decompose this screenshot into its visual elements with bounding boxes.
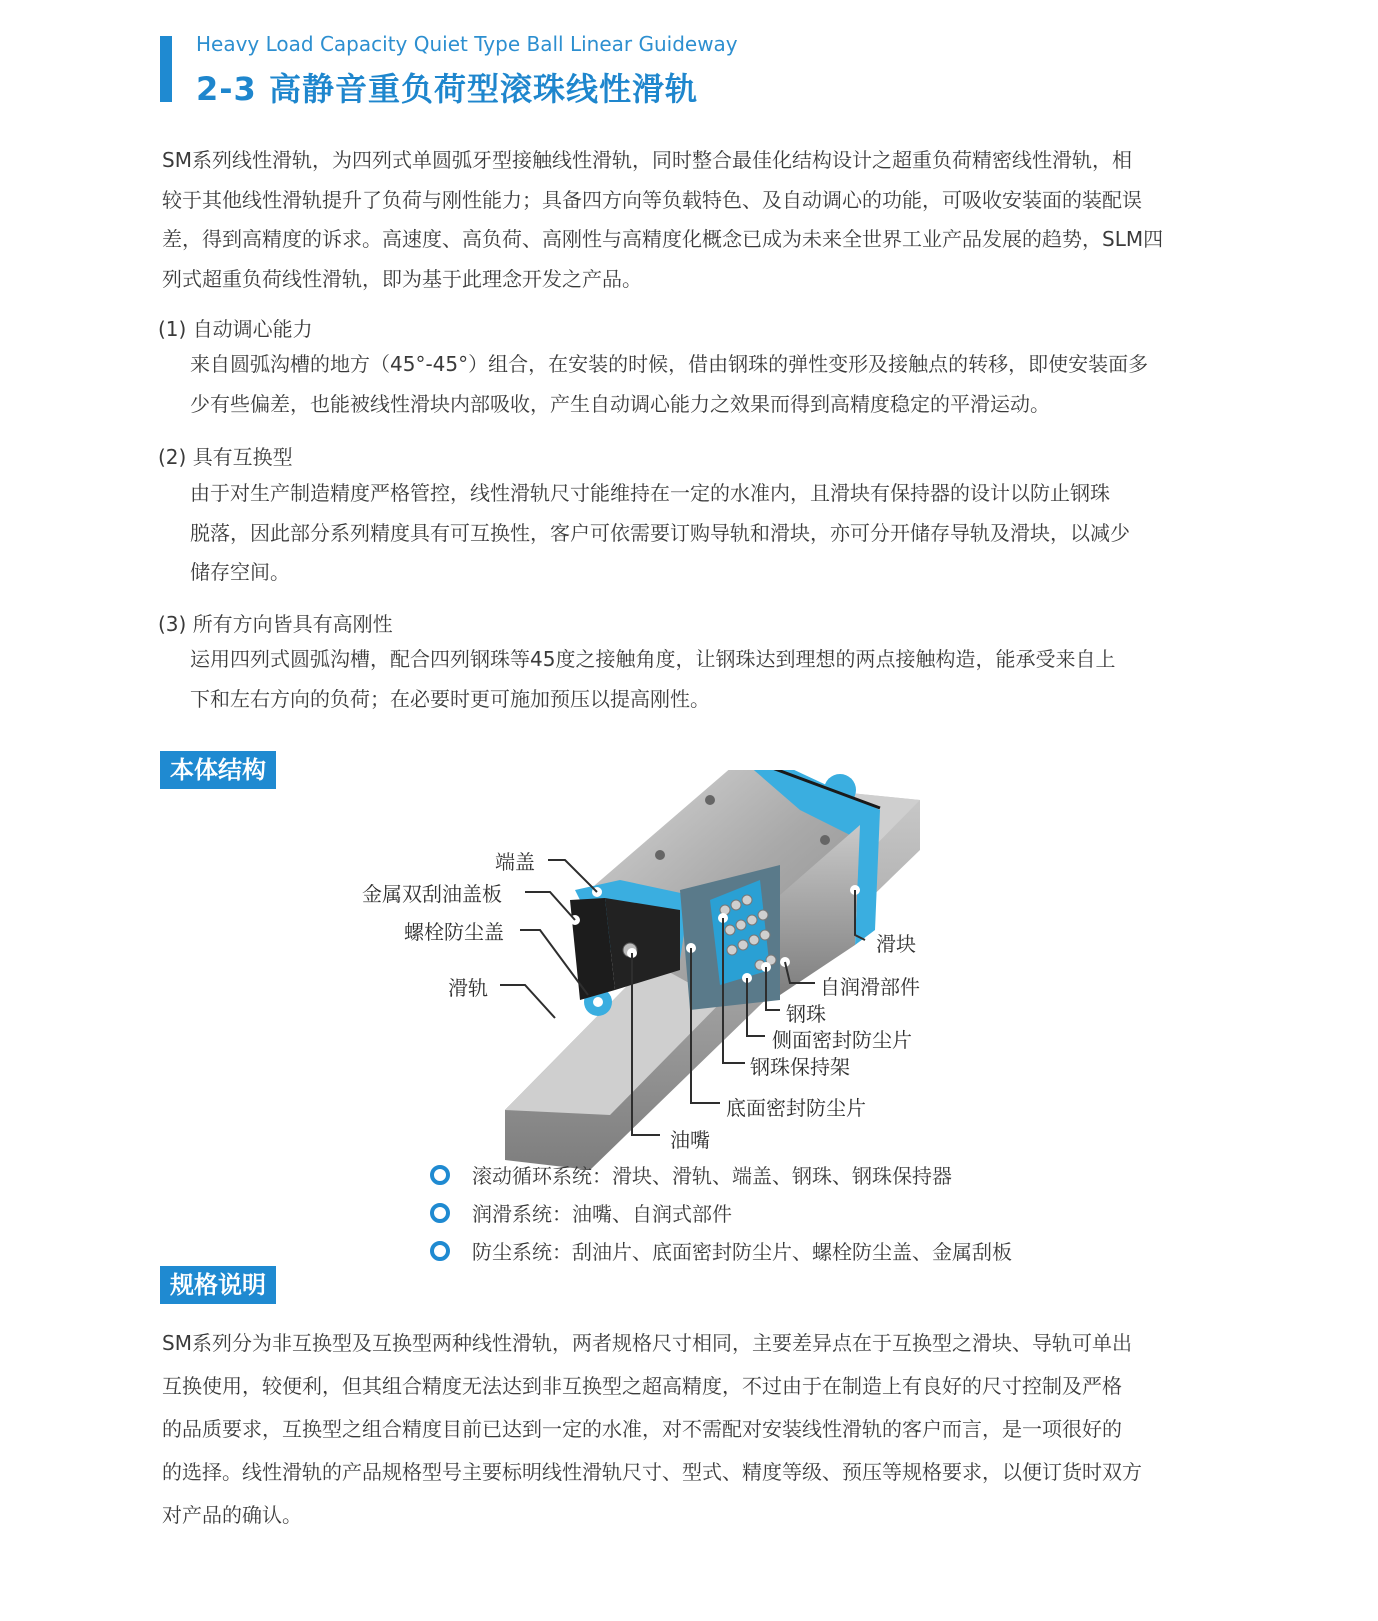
feature-line: 由于对生产制造精度严格管控，线性滑轨尺寸能维持在一定的水准内，且滑块有保持器的设计以防止钢珠	[190, 481, 1110, 505]
label-block: 滑块	[876, 932, 916, 956]
label-self-lube: 自润滑部件	[820, 975, 920, 999]
spec-line: 的选择。线性滑轨的产品规格型号主要标明线性滑轨尺寸、型式、精度等级、预压等规格要求，以便订货时双方	[162, 1460, 1142, 1484]
page-title: 2-3 高静音重负荷型滚珠线性滑轨	[196, 70, 698, 108]
guideway-structure-diagram	[360, 770, 1000, 1190]
intro-line: SM系列线性滑轨，为四列式单圆弧牙型接触线性滑轨，同时整合最佳化结构设计之超重负荷精密线性滑轨，相	[162, 148, 1132, 172]
feature-body-rigidity	[190, 640, 1250, 719]
feature-heading-interchangeable: (2) 具有互换型	[158, 445, 293, 469]
label-steel-ball: 钢珠	[786, 1002, 826, 1026]
label-side-seal: 侧面密封防尘片	[772, 1028, 912, 1052]
label-bottom-seal: 底面密封防尘片	[726, 1096, 866, 1120]
intro-line: 列式超重负荷线性滑轨，即为基于此理念开发之产品。	[162, 266, 642, 291]
ring-bullet-icon	[430, 1203, 450, 1223]
intro-paragraph	[162, 141, 1242, 299]
feature-line: 储存空间。	[190, 560, 290, 584]
label-grease-nipple: 油嘴	[670, 1128, 710, 1152]
feature-heading-rigidity: (3) 所有方向皆具有高刚性	[158, 612, 393, 636]
spec-line: 的品质要求，互换型之组合精度目前已达到一定的水准，对不需配对安装线性滑轨的客户而言，是一项很好的	[162, 1417, 1122, 1441]
bullet-text: 滚动循环系统：滑块、滑轨、端盖、钢珠、钢珠保持器	[472, 1164, 952, 1188]
spec-paragraph	[162, 1322, 1242, 1537]
feature-body-self-aligning	[190, 345, 1250, 424]
feature-line: 下和左右方向的负荷；在必要时更可施加预压以提高刚性。	[190, 686, 710, 711]
intro-line: 较于其他线性滑轨提升了负荷与刚性能力；具备四方向等负载特色、及自动调心的功能，可吸收安装面的装配误	[162, 187, 1142, 212]
feature-heading-self-aligning: (1) 自动调心能力	[158, 317, 313, 341]
bullet-text: 润滑系统：油嘴、自润式部件	[472, 1202, 732, 1226]
title-accent-bar	[160, 36, 172, 102]
intro-line: 差，得到高精度的诉求。高速度、高负荷、高刚性与高精度化概念已成为未来全世界工业产品发展的趋势，SLM四	[162, 227, 1164, 251]
spec-line: 对产品的确认。	[162, 1503, 302, 1527]
label-ball-retainer: 钢珠保持架	[750, 1055, 850, 1079]
page-title-english: Heavy Load Capacity Quiet Type Ball Linear Guideway	[196, 32, 738, 56]
feature-line: 少有些偏差，也能被线性滑块内部吸收，产生自动调心能力之效果而得到高精度稳定的平滑运动。	[190, 391, 1050, 416]
ring-bullet-icon	[430, 1165, 450, 1185]
system-bullet-dustproof	[430, 1236, 1012, 1265]
section-tag-spec: 规格说明	[160, 1266, 276, 1304]
bullet-text: 防尘系统：刮油片、底面密封防尘片、螺栓防尘盖、金属刮板	[472, 1240, 1012, 1264]
system-bullet-lubrication	[430, 1198, 732, 1227]
ring-bullet-icon	[430, 1241, 450, 1261]
label-metal-scraper: 金属双刮油盖板	[362, 882, 502, 906]
spec-line: SM系列分为非互换型及互换型两种线性滑轨，两者规格尺寸相同，主要差异点在于互换型之滑块、导轨可单出	[162, 1331, 1132, 1355]
spec-line: 互换使用，较便利，但其组合精度无法达到非互换型之超高精度，不过由于在制造上有良好的尺寸控制及严格	[162, 1374, 1122, 1398]
system-bullet-rolling	[430, 1160, 952, 1189]
feature-line: 来自圆弧沟槽的地方（45°-45°）组合，在安装的时候，借由钢珠的弹性变形及接触点的转移，即使安装面多	[190, 352, 1149, 376]
label-end-cap: 端盖	[495, 850, 535, 874]
label-bolt-cap: 螺栓防尘盖	[404, 920, 504, 944]
feature-line: 脱落，因此部分系列精度具有可互换性，客户可依需要订购导轨和滑块，亦可分开储存导轨及滑块，以减少	[190, 520, 1130, 545]
section-tag-structure: 本体结构	[160, 751, 276, 789]
feature-body-interchangeable	[190, 474, 1250, 593]
label-rail: 滑轨	[448, 976, 488, 1000]
feature-line: 运用四列式圆弧沟槽，配合四列钢珠等45度之接触角度，让钢珠达到理想的两点接触构造，能承受来自上	[190, 647, 1116, 671]
